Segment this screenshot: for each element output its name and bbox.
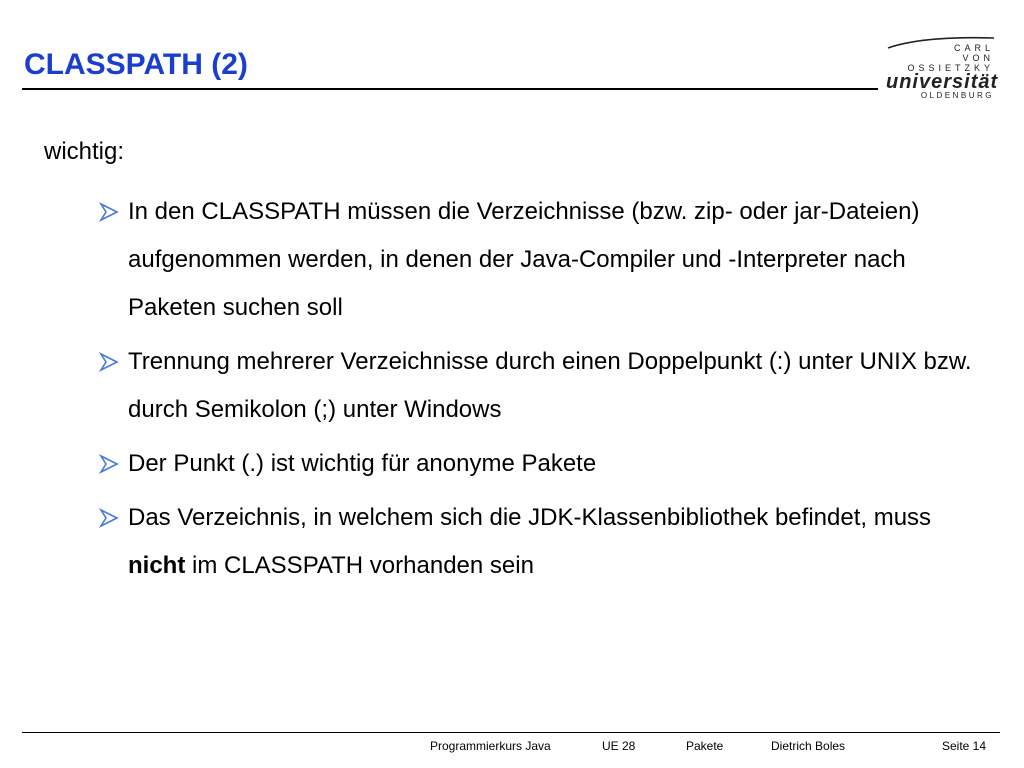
bullet-list [96, 188, 976, 596]
slide-title: CLASSPATH (2) [24, 48, 248, 81]
bullet-text-before: Das Verzeichnis, in welchem sich die JDK-Klassenbibliothek befindet, muss [128, 504, 932, 531]
arrow-bullet-icon [98, 454, 120, 474]
logo-text-von: VON [962, 53, 994, 63]
footer-unit: UE 28 [602, 739, 636, 753]
bullet-text: Der Punkt (.) ist wichtig für anonyme Pakete [128, 450, 597, 477]
logo-text-universitaet: universität [886, 71, 999, 93]
bullet-item [96, 494, 976, 590]
arrow-bullet-icon [98, 352, 120, 372]
logo-text-ossietzky: OSSIETZKY [907, 63, 994, 73]
bullet-item [96, 338, 976, 434]
bullet-text: Trennung mehrerer Verzeichnisse durch einen Doppelpunkt (:) unter UNIX bzw. durch Semikolon (;) unter Windows [128, 348, 972, 423]
intro-label: wichtig: [44, 138, 125, 165]
arrow-bullet-icon [98, 202, 120, 222]
footer-author: Dietrich Boles [771, 739, 846, 753]
bullet-emphasis: nicht [128, 552, 186, 579]
university-logo [882, 34, 1000, 104]
bullet-item [96, 188, 976, 332]
footer-page-number: Seite 14 [942, 739, 987, 753]
footer-course: Programmierkurs Java [430, 739, 551, 753]
footer-topic: Pakete [686, 739, 724, 753]
logo-text-oldenburg: OLDENBURG [920, 91, 994, 100]
bullet-item [96, 440, 976, 488]
bullet-text-after: im CLASSPATH vorhanden sein [185, 552, 534, 579]
logo-text-carl: CARL [953, 43, 994, 53]
arrow-bullet-icon [98, 508, 120, 528]
title-divider [22, 88, 878, 90]
bullet-text: In den CLASSPATH müssen die Verzeichnisse (bzw. zip- oder jar-Dateien) aufgenommen werden, in denen der Java-Compiler und -Interpreter nach Paketen suchen soll [128, 198, 920, 321]
footer-divider [22, 732, 1000, 733]
